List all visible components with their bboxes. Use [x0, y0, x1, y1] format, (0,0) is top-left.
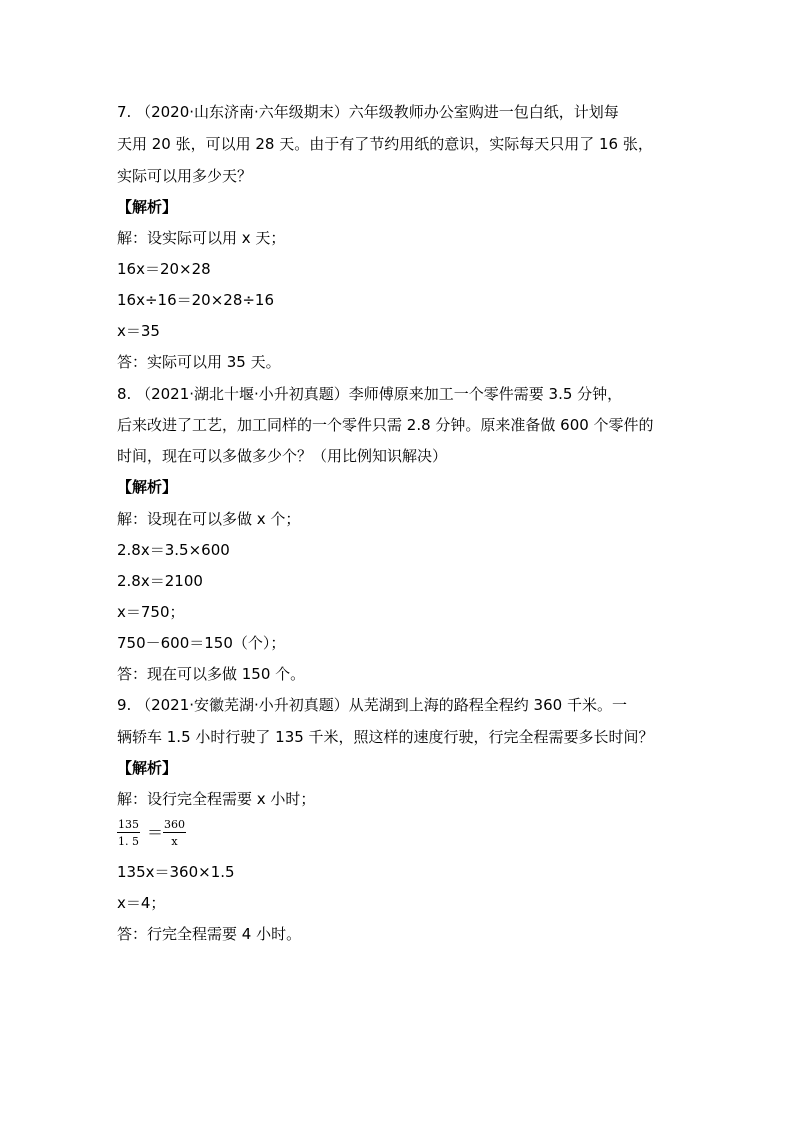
q7-step: 解：设实际可以用 x 天； [117, 229, 286, 247]
q9-step: 解：设行完全程需要 x 小时； [117, 790, 316, 808]
q8-step: 2.8x＝2100 [117, 572, 203, 590]
q8-text-line-2: 后来改进了工艺，加工同样的一个零件只需 2.8 分钟。原来准备做 600 个零件的 [117, 416, 654, 434]
q8-text-line-3: 时间，现在可以多做多少个？（用比例知识解决） [117, 447, 448, 465]
q7-analysis-label: 【解析】 [117, 198, 178, 216]
q9-step: 135x＝360×1.5 [117, 863, 235, 881]
q7-text-line-2: 天用 20 张，可以用 28 天。由于有了节约用纸的意识，实际每天只用了 16 张， [117, 135, 653, 153]
q9-step: x＝4； [117, 894, 166, 912]
q8-step: 2.8x＝3.5×600 [117, 541, 230, 559]
q8-step: x＝750； [117, 603, 185, 621]
q9-answer: 答：行完全程需要 4 小时。 [117, 925, 302, 943]
q7-text-line-3: 实际可以用多少天？ [117, 167, 253, 185]
left-numerator: 135 [118, 818, 139, 831]
q7-step: 16x＝20×28 [117, 260, 211, 278]
q9-text-line-2: 辆轿车 1.5 小时行驶了 135 千米，照这样的速度行驶，行完全程需要多长时间？ [117, 728, 654, 746]
q7-step: 16x÷16＝20×28÷16 [117, 291, 275, 309]
q8-analysis-label: 【解析】 [117, 478, 178, 496]
q9-analysis-label: 【解析】 [117, 759, 178, 777]
left-denominator: 1. 5 [118, 835, 139, 848]
q7-text-line-1: 7. （2020·山东济南·六年级期末）六年级教师办公室购进一包白纸，计划每 [117, 103, 619, 121]
equals-sign: ＝ [147, 823, 164, 842]
left-fraction [117, 818, 140, 848]
q9-text-line-1: 9. （2021·安徽芜湖·小升初真题）从芜湖到上海的路程全程约 360 千米。一 [117, 696, 627, 714]
right-denominator: x [171, 835, 178, 848]
q8-answer: 答：现在可以多做 150 个。 [117, 665, 306, 683]
right-fraction [163, 818, 186, 848]
q8-text-line-1: 8. （2021·湖北十堰·小升初真题）李师傅原来加工一个零件需要 3.5 分钟， [117, 385, 623, 403]
q8-step: 解：设现在可以多做 x 个； [117, 510, 301, 528]
q8-step: 750－600＝150（个）； [117, 634, 286, 652]
right-numerator: 360 [164, 818, 185, 831]
q7-step: x＝35 [117, 322, 160, 340]
q7-answer: 答：实际可以用 35 天。 [117, 353, 281, 371]
